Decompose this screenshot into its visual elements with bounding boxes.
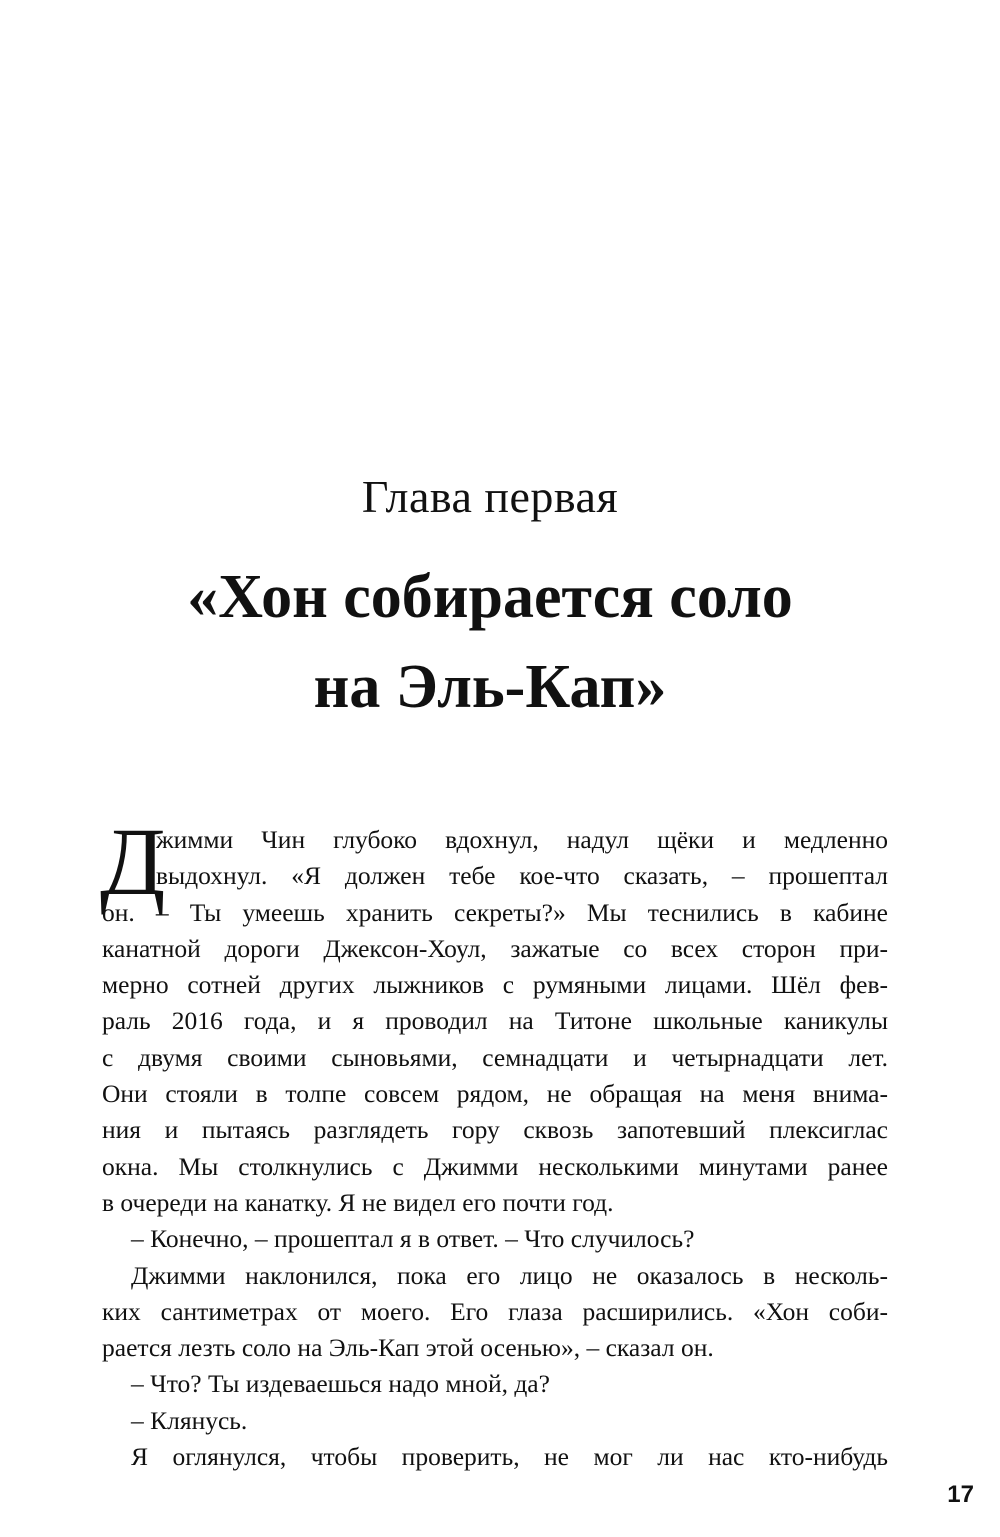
chapter-label: Глава первая: [361, 471, 619, 522]
text-line: Джимми наклонился, пока его лицо не оказалось в несколь-: [131, 1260, 888, 1290]
text-line: мерно сотней других лыжников с румяными лицами. Шёл фев-: [102, 970, 888, 1000]
text-line: окна. Мы столкнулись с Джимми несколькими минутами ранее: [102, 1151, 888, 1181]
text-line: ких сантиметрах от моего. Его глаза расширились. «Хон соби-: [102, 1296, 888, 1326]
text-line: рается лезть соло на Эль-Кап этой осенью», – сказал он.: [102, 1333, 714, 1363]
body-text: [100, 808, 888, 1475]
chapter-title: [0, 552, 980, 732]
chapter-title-line-1: «Хон собирается соло: [187, 563, 793, 631]
text-line: Они стояли в толпе совсем рядом, не обращая на меня внима-: [102, 1079, 888, 1109]
text-line: жимми Чин глубоко вдохнул, надул щёки и медленно: [156, 825, 888, 854]
text-line: – Что? Ты издеваешься надо мной, да?: [131, 1369, 550, 1399]
text-line: канатной дороги Джексон-Хоул, зажатые со всех сторон при-: [102, 933, 888, 963]
text-line: в очереди на канатку. Я не видел его почти год.: [102, 1187, 614, 1217]
text-line: – Клянусь.: [131, 1405, 248, 1435]
text-line: выдохнул. «Я должен тебе кое-что сказать, – прошептал: [156, 861, 888, 891]
page-number: 17: [947, 1481, 974, 1508]
chapter-title-line-2: на Эль-Кап»: [313, 653, 667, 721]
text-line: с двумя своими сыновьями, семнадцати и четырнадцати лет.: [102, 1042, 888, 1072]
text-line: ния и пытаясь разглядеть гору сквозь запотевший плексиглас: [102, 1115, 888, 1145]
text-line: он. – Ты умеешь хранить секреты?» Мы теснились в кабине: [102, 897, 888, 927]
text-line: – Конечно, – прошептал я в ответ. – Что случилось?: [131, 1224, 695, 1254]
text-line: раль 2016 года, и я проводил на Титоне школьные каникулы: [102, 1006, 888, 1036]
drop-cap: Д: [100, 808, 166, 915]
text-line: Я оглянулся, чтобы проверить, не мог ли нас кто-нибудь: [131, 1442, 888, 1472]
